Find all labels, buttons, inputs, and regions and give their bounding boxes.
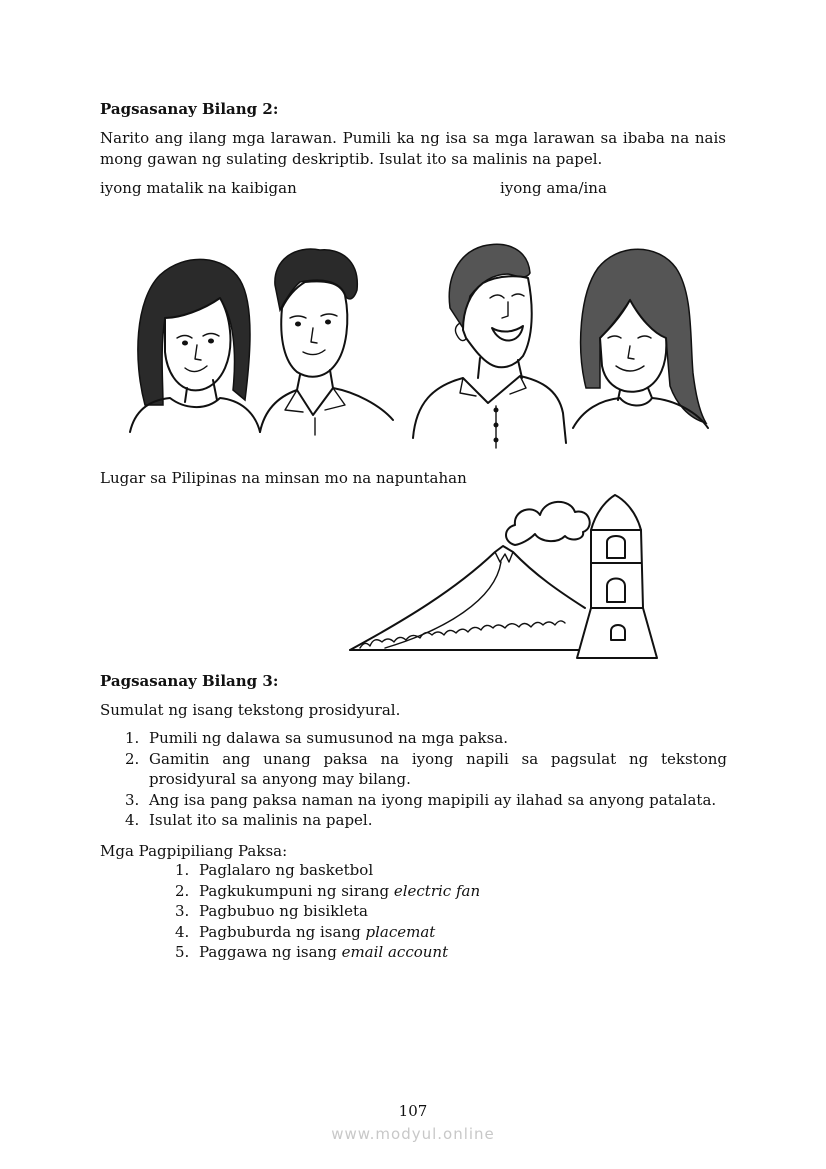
- topic-text: Pagbuburda ng isang: [199, 922, 366, 941]
- exercise-3-instruction: Sumulat ng isang tekstong prosidyural.: [100, 701, 401, 719]
- list-item: [100, 749, 727, 790]
- list-item-text: Gamitin ang unang paksa na iyong napili sa pagsulat ng tekstong prosidyural sa anyong may bilang.: [149, 749, 727, 788]
- list-item: [175, 901, 480, 922]
- option-friend-label: iyong matalik na kaibigan: [100, 179, 297, 197]
- list-item-number: 2.: [175, 881, 190, 900]
- list-item-number: 5.: [175, 943, 190, 962]
- list-item-number: 1.: [125, 729, 140, 747]
- friends-illustration: [125, 240, 400, 435]
- exercise-3-heading: Pagsasanay Bilang 3:: [100, 672, 279, 690]
- topic-text: Paglalaro ng basketbol: [199, 861, 374, 879]
- watermark: www.modyul.online: [331, 1125, 495, 1143]
- topic-text: Pagkukumpuni ng sirang: [199, 881, 394, 900]
- procedure-steps-list: [100, 728, 727, 831]
- page-number: 107: [398, 1102, 428, 1120]
- list-item: [175, 942, 480, 963]
- topic-italic-text: email account: [341, 943, 449, 962]
- option-parent-label: iyong ama/ina: [500, 179, 607, 197]
- list-item: [175, 922, 480, 943]
- list-item: [175, 860, 480, 881]
- list-item-number: 3.: [175, 902, 190, 921]
- topic-italic-text: electric fan: [393, 881, 481, 900]
- place-illustration: [345, 490, 675, 665]
- topic-text: Paggawa ng isang: [199, 943, 342, 962]
- list-item-number: 3.: [125, 790, 140, 809]
- list-item: [175, 881, 480, 902]
- list-item: [100, 790, 727, 811]
- topic-text: Pagbubuo ng bisikleta: [199, 902, 368, 921]
- parents-illustration: [408, 238, 718, 448]
- list-item-number: 2.: [125, 749, 140, 768]
- exercise-2-heading: Pagsasanay Bilang 2:: [100, 100, 279, 118]
- topic-italic-text: placemat: [365, 922, 436, 941]
- list-item-number: 1.: [175, 861, 190, 879]
- exercise-2-instructions: Narito ang ilang mga larawan. Pumili ka ng isa sa mga larawan sa ibaba na nais mong gawan ng sulating deskriptib. Isulat ito sa malinis na papel.: [100, 129, 726, 168]
- list-item: [100, 728, 727, 749]
- topics-label: Mga Pagpipiliang Paksa:: [100, 842, 288, 860]
- list-item: [100, 810, 727, 831]
- list-item-text: Isulat ito sa malinis na papel.: [149, 811, 373, 829]
- list-item-text: Ang isa pang paksa naman na iyong mapipili ay ilahad sa anyong patalata.: [149, 790, 717, 809]
- topics-list: [175, 860, 480, 963]
- list-item-number: 4.: [125, 811, 140, 829]
- option-place-label: Lugar sa Pilipinas na minsan mo na napuntahan: [100, 469, 467, 487]
- list-item-number: 4.: [175, 922, 190, 941]
- list-item-text: Pumili ng dalawa sa sumusunod na mga paksa.: [149, 729, 509, 747]
